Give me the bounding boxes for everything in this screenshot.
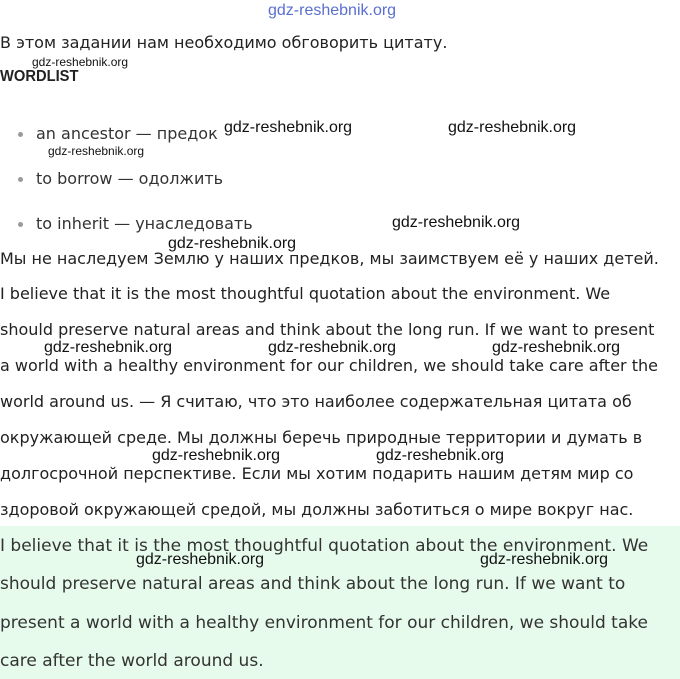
essay-line: здоровой окружающей средой, мы должны заботиться о мире вокруг нас. xyxy=(0,500,634,519)
watermark: gdz-reshebnik.org xyxy=(268,339,397,356)
bullet-icon xyxy=(18,132,23,137)
wordlist-item xyxy=(18,214,253,233)
watermark: gdz-reshebnik.org xyxy=(168,235,297,252)
watermark: gdz-reshebnik.org xyxy=(152,447,281,464)
essay-line: окружающей среде. Мы должны беречь природные территории и думать в xyxy=(0,428,643,447)
wordlist-title: WORDLIST xyxy=(0,68,79,85)
watermark: gdz-reshebnik.org xyxy=(480,551,609,568)
essay-line: should preserve natural areas and think about the long run. If we want to present xyxy=(0,320,655,339)
watermark: gdz-reshebnik.org xyxy=(224,119,353,136)
answer-line: care after the world around us. xyxy=(0,651,264,671)
intro-text: В этом задании нам необходимо обговорить цитату. xyxy=(0,33,448,52)
watermark: gdz-reshebnik.org xyxy=(448,119,577,136)
essay-line: I believe that it is the most thoughtful quotation about the environment. We xyxy=(0,284,611,303)
essay-line: world around us. — Я считаю, что это наиболее содержательная цитата об xyxy=(0,392,632,411)
watermark: gdz-reshebnik.org xyxy=(376,447,505,464)
wordlist-item xyxy=(18,124,218,143)
essay-line: долгосрочной перспективе. Если мы хотим подарить нашим детям мир со xyxy=(0,464,634,483)
answer-line: I believe that it is the most thoughtful quotation about the environment. We xyxy=(0,536,649,556)
answer-line: present a world with a healthy environment for our children, we should take xyxy=(0,613,648,633)
wordlist-item-text: an ancestor — предок xyxy=(36,124,218,143)
watermark-top: gdz-reshebnik.org xyxy=(268,2,397,19)
watermark: gdz-reshebnik.org xyxy=(32,55,129,69)
watermark: gdz-reshebnik.org xyxy=(44,339,173,356)
answer-block xyxy=(0,526,680,679)
essay-line: a world with a healthy environment for our children, we should take care after the xyxy=(0,356,658,375)
wordlist-item-text: to borrow — одолжить xyxy=(36,169,224,188)
wordlist-item xyxy=(18,169,223,188)
quote-line: Мы не наследуем Землю у наших предков, мы заимствуем её у наших детей. xyxy=(0,249,659,268)
bullet-icon xyxy=(18,222,23,227)
wordlist-item-text: to inherit — унаследовать xyxy=(36,214,253,233)
bullet-icon xyxy=(18,177,23,182)
watermark: gdz-reshebnik.org xyxy=(48,144,145,158)
watermark: gdz-reshebnik.org xyxy=(392,214,521,231)
watermark: gdz-reshebnik.org xyxy=(136,551,265,568)
watermark: gdz-reshebnik.org xyxy=(492,339,621,356)
answer-line: should preserve natural areas and think about the long run. If we want to xyxy=(0,574,626,594)
